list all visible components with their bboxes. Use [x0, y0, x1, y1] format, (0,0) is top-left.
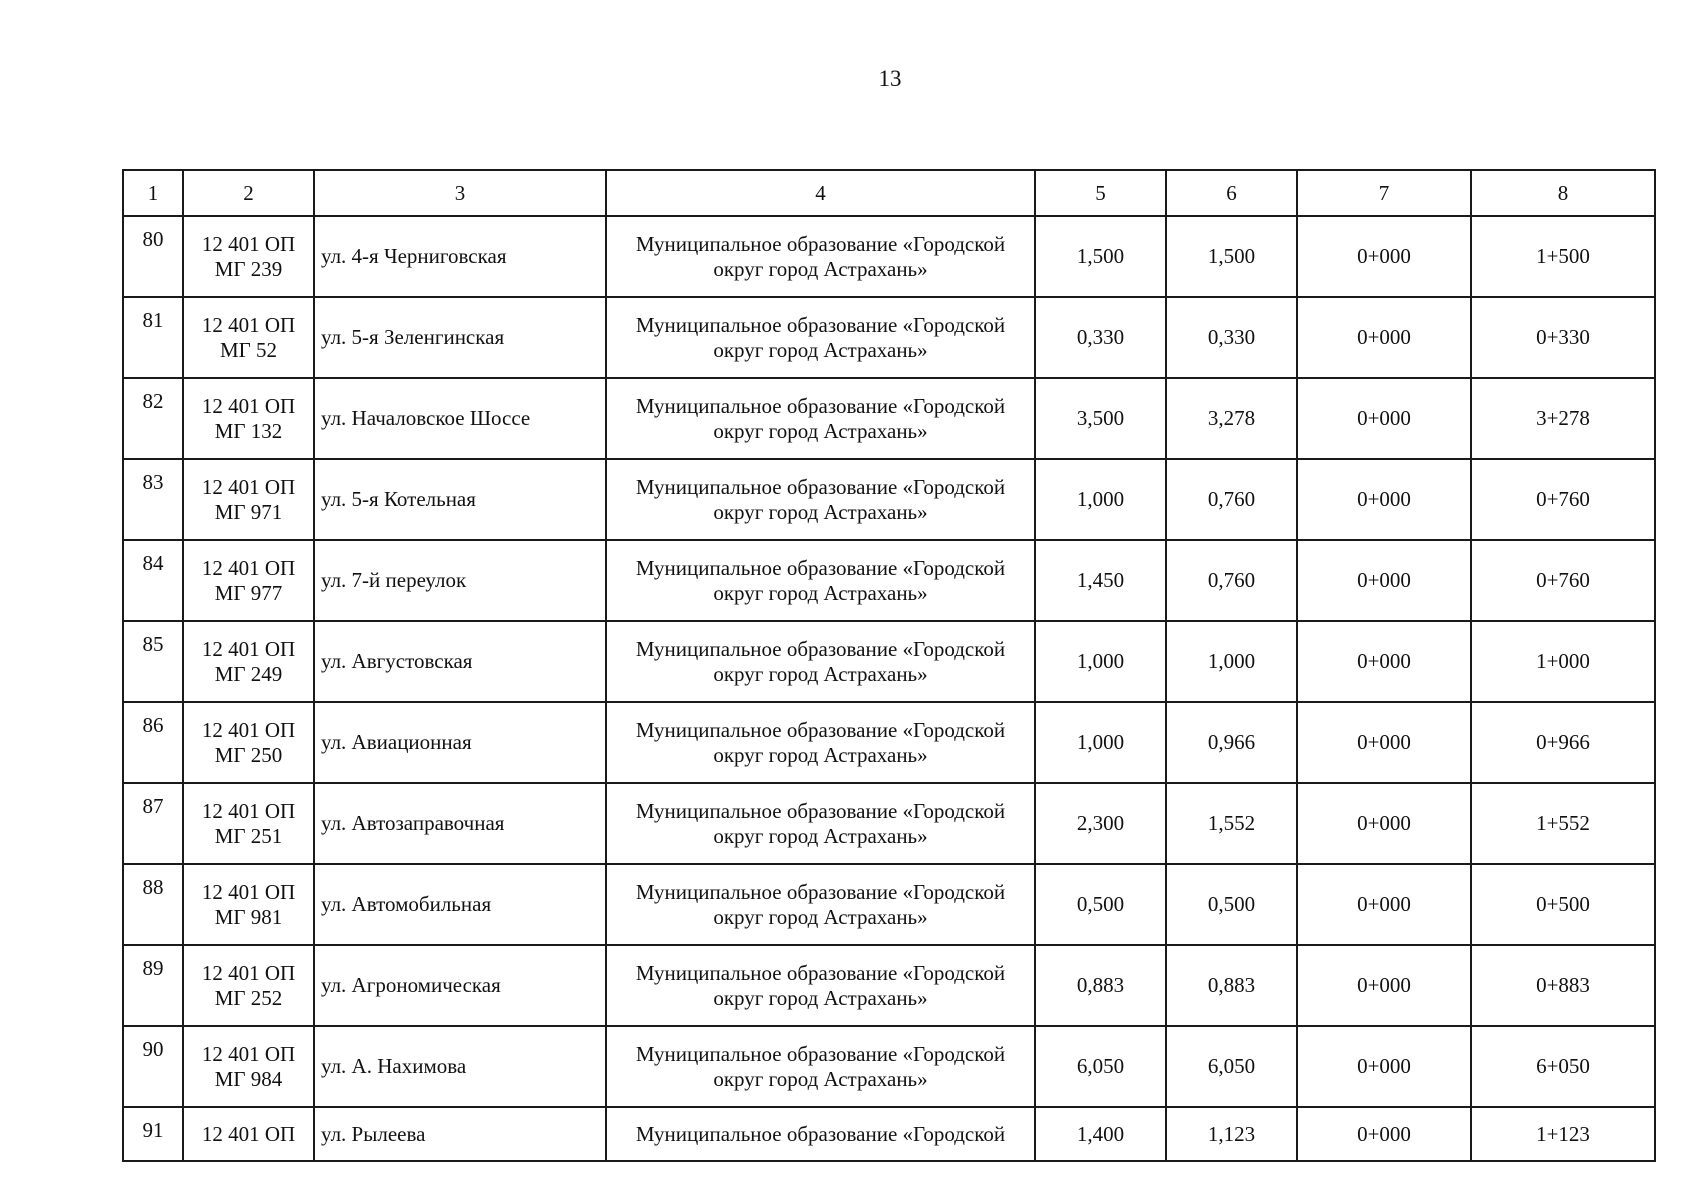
- owner-cell: [606, 540, 1035, 621]
- road-name-cell: ул. 5-я Котельная: [314, 459, 606, 540]
- table-row: [123, 702, 1655, 783]
- row-number-cell: 87: [123, 783, 183, 864]
- owner-line: округ город Астрахань»: [713, 337, 928, 362]
- owner-cell: [606, 459, 1035, 540]
- owner-cell: [606, 702, 1035, 783]
- road-code-line: 12 401 ОП: [201, 312, 296, 337]
- value-cell-c8: 0+760: [1471, 459, 1655, 540]
- owner-line: Муниципальное образование «Городской: [635, 798, 1006, 823]
- owner-cell: [606, 1107, 1035, 1161]
- road-code-line: МГ 132: [214, 418, 283, 443]
- value-cell-c6: 3,278: [1166, 378, 1297, 459]
- row-number-cell: 83: [123, 459, 183, 540]
- row-number-cell: 86: [123, 702, 183, 783]
- owner-line: Муниципальное образование «Городской: [635, 555, 1006, 580]
- road-code-cell: [183, 702, 314, 783]
- value-cell-c8: 1+500: [1471, 216, 1655, 297]
- table-row: [123, 1026, 1655, 1107]
- owner-line: округ город Астрахань»: [713, 985, 928, 1010]
- owner-cell: [606, 378, 1035, 459]
- row-number-cell: 89: [123, 945, 183, 1026]
- road-code-line: 12 401 ОП: [201, 879, 296, 904]
- header-cell: 3: [314, 170, 606, 216]
- road-code-line: 12 401 ОП: [201, 231, 296, 256]
- road-code-line: 12 401 ОП: [201, 798, 296, 823]
- row-number-cell: 84: [123, 540, 183, 621]
- row-number-cell: 90: [123, 1026, 183, 1107]
- value-cell-c7: 0+000: [1297, 783, 1471, 864]
- road-name-cell: ул. 4-я Черниговская: [314, 216, 606, 297]
- owner-cell: [606, 621, 1035, 702]
- table-row: [123, 1107, 1655, 1161]
- road-code-line: МГ 249: [214, 661, 283, 686]
- value-cell-c6: 0,883: [1166, 945, 1297, 1026]
- table-row: [123, 864, 1655, 945]
- table-row: [123, 945, 1655, 1026]
- owner-cell: [606, 1026, 1035, 1107]
- value-cell-c8: 1+552: [1471, 783, 1655, 864]
- road-code-cell: [183, 783, 314, 864]
- owner-line: Муниципальное образование «Городской: [635, 474, 1006, 499]
- road-code-cell: [183, 864, 314, 945]
- value-cell-c7: 0+000: [1297, 864, 1471, 945]
- road-name-cell: ул. 7-й переулок: [314, 540, 606, 621]
- road-name-cell: ул. 5-я Зеленгинская: [314, 297, 606, 378]
- road-code-line: МГ 252: [214, 985, 283, 1010]
- value-cell-c5: 1,000: [1035, 621, 1166, 702]
- road-code-line: МГ 52: [219, 337, 278, 362]
- header-cell: 5: [1035, 170, 1166, 216]
- owner-cell: [606, 864, 1035, 945]
- value-cell-c7: 0+000: [1297, 621, 1471, 702]
- owner-line: округ город Астрахань»: [713, 904, 928, 929]
- road-code-cell: [183, 1107, 314, 1161]
- table-row: [123, 621, 1655, 702]
- road-code-cell: [183, 540, 314, 621]
- owner-line: Муниципальное образование «Городской: [635, 393, 1006, 418]
- road-name-cell: ул. Началовское Шоссе: [314, 378, 606, 459]
- owner-line: Муниципальное образование «Городской: [635, 717, 1006, 742]
- value-cell-c5: 1,000: [1035, 702, 1166, 783]
- value-cell-c8: 0+500: [1471, 864, 1655, 945]
- road-code-cell: [183, 1026, 314, 1107]
- value-cell-c6: 0,500: [1166, 864, 1297, 945]
- owner-line: округ город Астрахань»: [713, 823, 928, 848]
- owner-line: Муниципальное образование «Городской: [635, 960, 1006, 985]
- value-cell-c6: 0,760: [1166, 459, 1297, 540]
- road-code-line: МГ 239: [214, 256, 283, 281]
- value-cell-c6: 6,050: [1166, 1026, 1297, 1107]
- road-code-cell: [183, 297, 314, 378]
- value-cell-c7: 0+000: [1297, 216, 1471, 297]
- value-cell-c7: 0+000: [1297, 459, 1471, 540]
- road-name-cell: ул. А. Нахимова: [314, 1026, 606, 1107]
- value-cell-c5: 1,400: [1035, 1107, 1166, 1161]
- owner-line: округ город Астрахань»: [713, 256, 928, 281]
- value-cell-c8: 3+278: [1471, 378, 1655, 459]
- value-cell-c6: 1,123: [1166, 1107, 1297, 1161]
- road-name-cell: ул. Автозаправочная: [314, 783, 606, 864]
- road-code-line: МГ 971: [214, 499, 283, 524]
- value-cell-c6: 1,000: [1166, 621, 1297, 702]
- road-code-line: 12 401 ОП: [201, 555, 296, 580]
- value-cell-c7: 0+000: [1297, 540, 1471, 621]
- row-number-cell: 91: [123, 1107, 183, 1161]
- owner-line: округ город Астрахань»: [713, 580, 928, 605]
- owner-line: Муниципальное образование «Городской: [635, 312, 1006, 337]
- table-row: [123, 297, 1655, 378]
- road-code-cell: [183, 459, 314, 540]
- header-cell: 8: [1471, 170, 1655, 216]
- owner-line: округ город Астрахань»: [713, 499, 928, 524]
- header-cell: 2: [183, 170, 314, 216]
- value-cell-c5: 0,330: [1035, 297, 1166, 378]
- table-row: [123, 783, 1655, 864]
- road-name-cell: ул. Агрономическая: [314, 945, 606, 1026]
- value-cell-c5: 3,500: [1035, 378, 1166, 459]
- header-cell: 6: [1166, 170, 1297, 216]
- road-name-cell: ул. Автомобильная: [314, 864, 606, 945]
- table-row: [123, 216, 1655, 297]
- owner-cell: [606, 783, 1035, 864]
- value-cell-c5: 2,300: [1035, 783, 1166, 864]
- value-cell-c6: 0,330: [1166, 297, 1297, 378]
- road-name-cell: ул. Августовская: [314, 621, 606, 702]
- owner-line: Муниципальное образование «Городской: [635, 1041, 1006, 1066]
- value-cell-c6: 1,552: [1166, 783, 1297, 864]
- owner-line: округ город Астрахань»: [713, 418, 928, 443]
- value-cell-c7: 0+000: [1297, 945, 1471, 1026]
- owner-cell: [606, 945, 1035, 1026]
- value-cell-c7: 0+000: [1297, 297, 1471, 378]
- road-code-line: 12 401 ОП: [201, 1121, 296, 1146]
- road-code-line: 12 401 ОП: [201, 474, 296, 499]
- road-name-cell: ул. Рылеева: [314, 1107, 606, 1161]
- value-cell-c8: 0+883: [1471, 945, 1655, 1026]
- value-cell-c8: 1+123: [1471, 1107, 1655, 1161]
- row-number-cell: 80: [123, 216, 183, 297]
- road-code-cell: [183, 378, 314, 459]
- owner-line: округ город Астрахань»: [713, 661, 928, 686]
- roads-table: [122, 169, 1656, 1162]
- road-code-cell: [183, 621, 314, 702]
- row-number-cell: 82: [123, 378, 183, 459]
- value-cell-c7: 0+000: [1297, 378, 1471, 459]
- value-cell-c5: 1,450: [1035, 540, 1166, 621]
- table-row: [123, 459, 1655, 540]
- road-code-line: МГ 977: [214, 580, 283, 605]
- value-cell-c8: 6+050: [1471, 1026, 1655, 1107]
- road-name-cell: ул. Авиационная: [314, 702, 606, 783]
- header-row: [123, 170, 1655, 216]
- owner-line: Муниципальное образование «Городской: [635, 879, 1006, 904]
- owner-line: округ город Астрахань»: [713, 742, 928, 767]
- value-cell-c8: 1+000: [1471, 621, 1655, 702]
- road-code-cell: [183, 216, 314, 297]
- value-cell-c8: 0+966: [1471, 702, 1655, 783]
- value-cell-c7: 0+000: [1297, 1107, 1471, 1161]
- value-cell-c5: 1,500: [1035, 216, 1166, 297]
- road-code-cell: [183, 945, 314, 1026]
- value-cell-c8: 0+330: [1471, 297, 1655, 378]
- road-code-line: 12 401 ОП: [201, 717, 296, 742]
- value-cell-c5: 6,050: [1035, 1026, 1166, 1107]
- header-cell: 7: [1297, 170, 1471, 216]
- owner-line: Муниципальное образование «Городской: [635, 231, 1006, 256]
- header-cell: 4: [606, 170, 1035, 216]
- page-number: 13: [878, 66, 902, 91]
- value-cell-c5: 0,500: [1035, 864, 1166, 945]
- value-cell-c7: 0+000: [1297, 1026, 1471, 1107]
- value-cell-c6: 0,966: [1166, 702, 1297, 783]
- value-cell-c6: 1,500: [1166, 216, 1297, 297]
- road-code-line: 12 401 ОП: [201, 1041, 296, 1066]
- road-code-line: 12 401 ОП: [201, 636, 296, 661]
- value-cell-c5: 1,000: [1035, 459, 1166, 540]
- owner-cell: [606, 297, 1035, 378]
- road-code-line: МГ 984: [214, 1066, 283, 1091]
- owner-line: округ город Астрахань»: [713, 1066, 928, 1091]
- owner-line: Муниципальное образование «Городской: [635, 1121, 1006, 1146]
- row-number-cell: 81: [123, 297, 183, 378]
- value-cell-c8: 0+760: [1471, 540, 1655, 621]
- owner-cell: [606, 216, 1035, 297]
- table-row: [123, 540, 1655, 621]
- value-cell-c5: 0,883: [1035, 945, 1166, 1026]
- road-code-line: МГ 981: [214, 904, 283, 929]
- owner-line: Муниципальное образование «Городской: [635, 636, 1006, 661]
- value-cell-c7: 0+000: [1297, 702, 1471, 783]
- road-code-line: 12 401 ОП: [201, 960, 296, 985]
- row-number-cell: 88: [123, 864, 183, 945]
- road-code-line: МГ 250: [214, 742, 283, 767]
- row-number-cell: 85: [123, 621, 183, 702]
- value-cell-c6: 0,760: [1166, 540, 1297, 621]
- table-row: [123, 378, 1655, 459]
- road-code-line: МГ 251: [214, 823, 283, 848]
- header-cell: 1: [123, 170, 183, 216]
- road-code-line: 12 401 ОП: [201, 393, 296, 418]
